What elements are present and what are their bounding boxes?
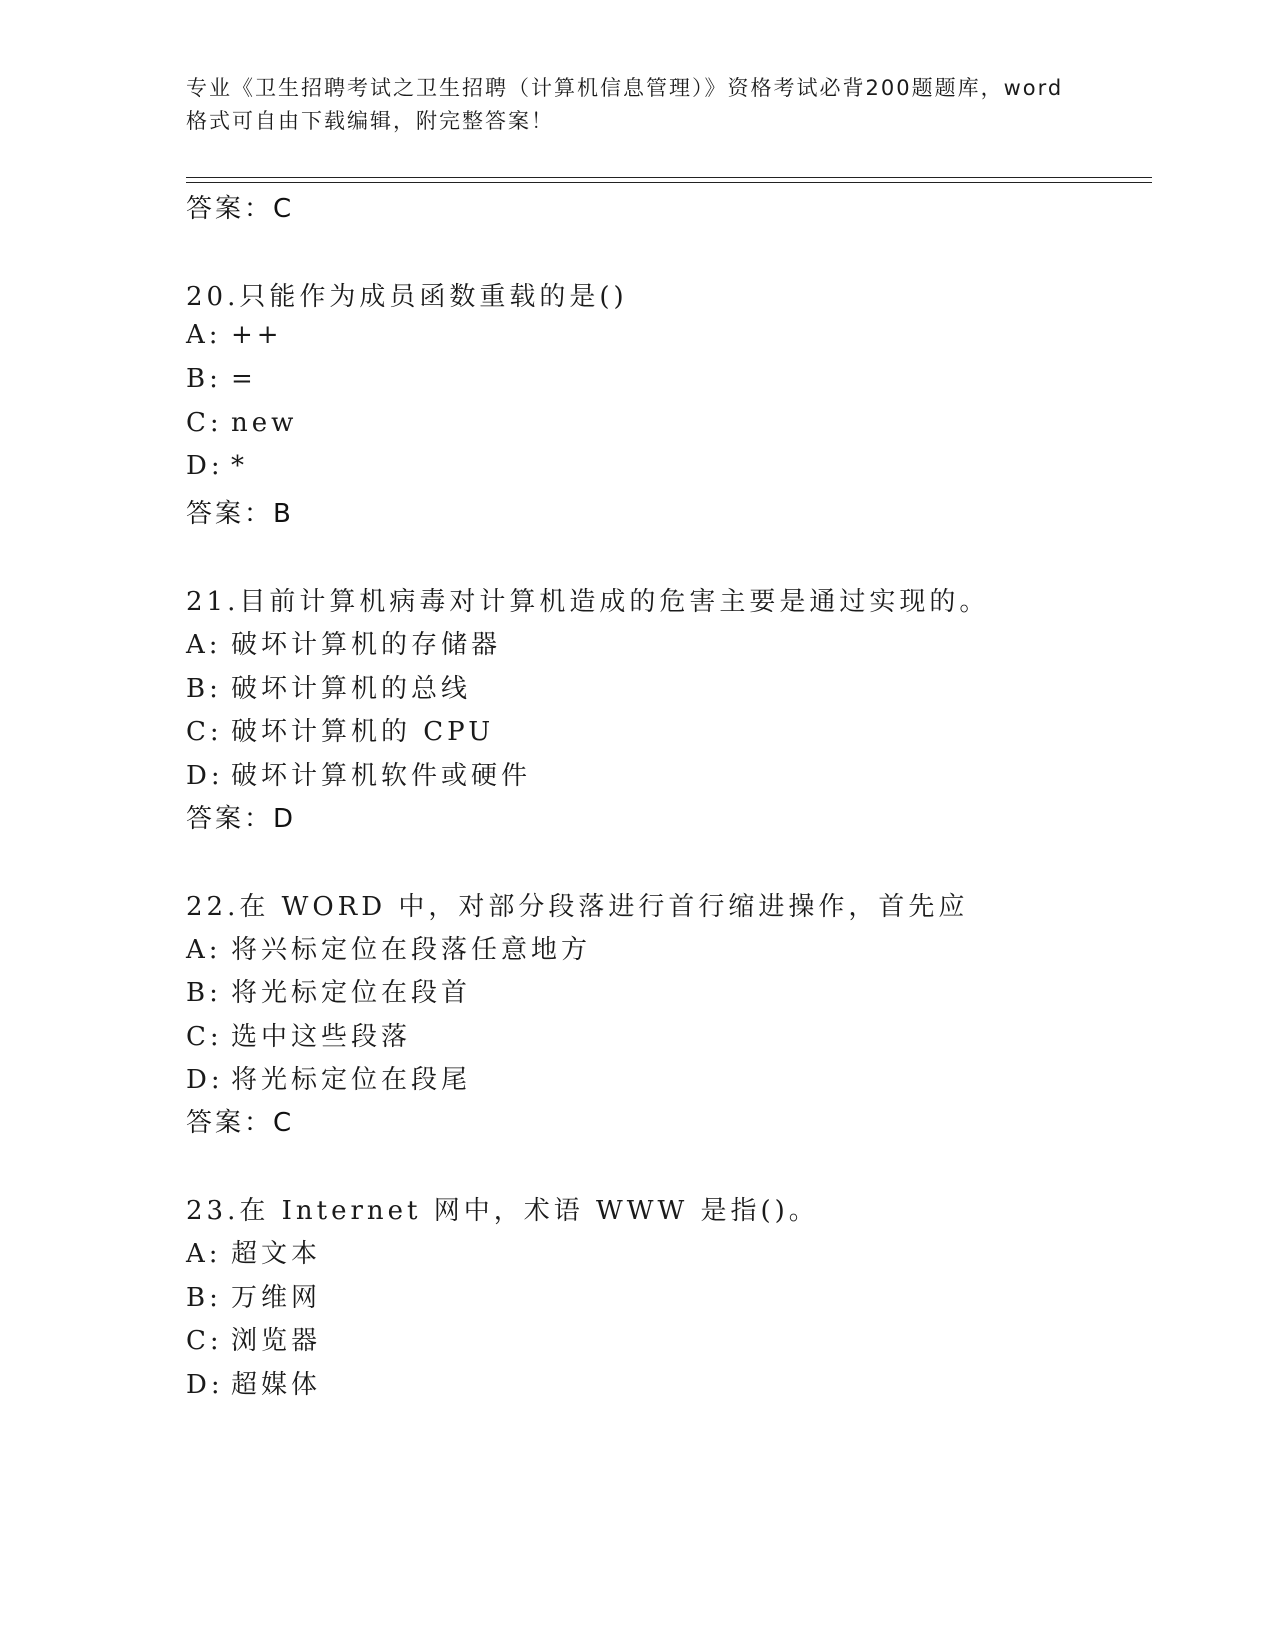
option-text: new — [231, 408, 298, 438]
option-text: ++ — [231, 320, 283, 350]
option-c — [186, 711, 494, 748]
option-d — [186, 1364, 321, 1401]
option-text: 破坏计算机的总线 — [231, 674, 472, 704]
option-text: 将光标定位在段尾 — [231, 1065, 472, 1095]
answer-line: 答案：C — [186, 194, 295, 224]
option-letter: B: — [186, 674, 222, 704]
option-d — [186, 755, 531, 792]
option-a — [186, 929, 591, 966]
option-text: 将兴标定位在段落任意地方 — [231, 935, 592, 965]
question-23: 23.在 Internet 网中，术语 WWW 是指()。 — [186, 1196, 819, 1226]
option-letter: D: — [186, 1370, 224, 1400]
option-b — [186, 972, 471, 1009]
option-b — [186, 668, 471, 705]
option-letter: C: — [186, 1326, 223, 1356]
option-text: 破坏计算机软件或硬件 — [231, 761, 532, 791]
option-letter: A: — [186, 320, 222, 350]
question-21: 21.目前计算机病毒对计算机造成的危害主要是通过实现的。 — [186, 587, 990, 617]
option-text: 超文本 — [231, 1239, 322, 1269]
option-b — [186, 1277, 321, 1314]
option-letter: A: — [186, 1239, 222, 1269]
page-header: 专业《卫生招聘考试之卫生招聘（计算机信息管理）》资格考试必背200题题库，word格式可自由下载编辑，附完整答案！ — [186, 76, 1064, 133]
option-c — [186, 408, 297, 438]
option-a — [186, 624, 501, 661]
option-letter: D: — [186, 451, 224, 481]
option-c — [186, 1320, 321, 1357]
option-text: = — [231, 364, 257, 394]
option-letter: B: — [186, 978, 222, 1008]
option-letter: D: — [186, 761, 224, 791]
option-text: 超媒体 — [231, 1370, 322, 1400]
option-a — [186, 320, 283, 350]
header-divider — [186, 177, 1152, 178]
option-letter: C: — [186, 408, 223, 438]
question-20: 20.只能作为成员函数重载的是() — [186, 282, 628, 312]
question-22: 22.在 WORD 中，对部分段落进行首行缩进操作，首先应 — [186, 892, 969, 922]
option-text: 浏览器 — [231, 1326, 322, 1356]
option-letter: B: — [186, 364, 222, 394]
option-letter: C: — [186, 1022, 223, 1052]
option-text: 破坏计算机的 CPU — [231, 717, 495, 747]
header-divider-secondary — [186, 182, 1152, 183]
option-d — [186, 451, 248, 481]
option-letter: A: — [186, 630, 222, 660]
option-a — [186, 1233, 321, 1270]
option-text: * — [231, 451, 248, 481]
option-text: 将光标定位在段首 — [231, 978, 472, 1008]
option-c — [186, 1016, 411, 1053]
option-letter: C: — [186, 717, 223, 747]
option-letter: A: — [186, 935, 222, 965]
option-text: 破坏计算机的存储器 — [231, 630, 502, 660]
option-letter: B: — [186, 1283, 222, 1313]
option-text: 万维网 — [231, 1283, 322, 1313]
option-b — [186, 364, 257, 394]
option-text: 选中这些段落 — [231, 1022, 412, 1052]
answer-line: 答案：C — [186, 1108, 295, 1138]
option-d — [186, 1059, 471, 1096]
answer-line: 答案：B — [186, 499, 294, 529]
answer-line: 答案：D — [186, 804, 297, 834]
option-letter: D: — [186, 1065, 224, 1095]
